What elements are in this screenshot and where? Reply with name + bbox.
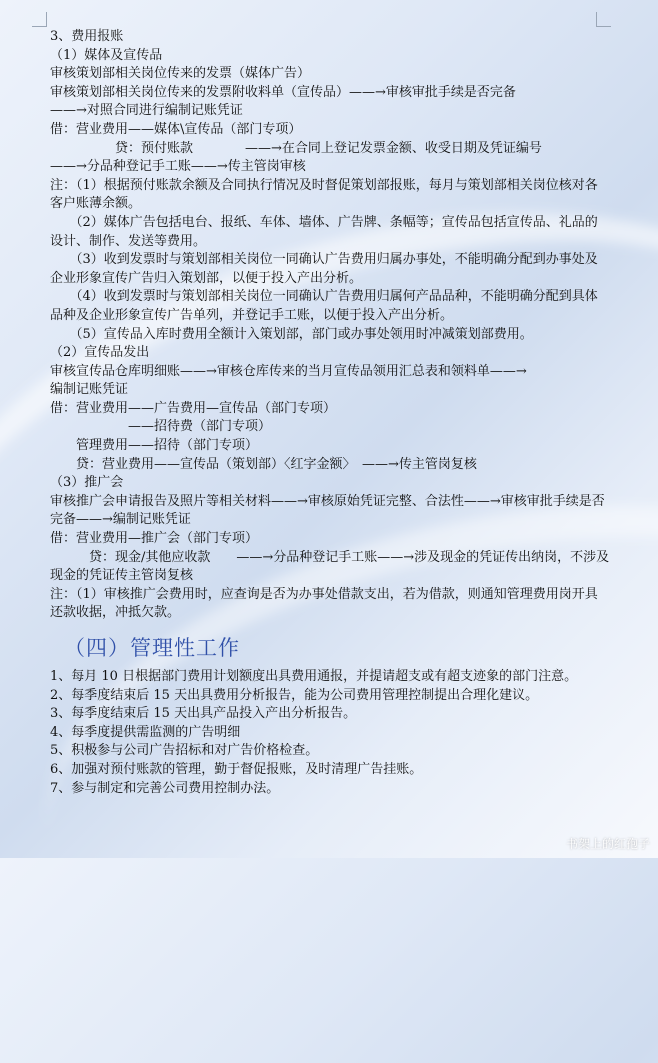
text-line: 借：营业费用——媒体\宣传品（部门专项） [50,121,302,137]
text-line: 审核宣传品仓库明细账——→审核仓库传来的当月宣传品领用汇总表和领料单——→ [50,363,527,379]
list-item: 6、加强对预付账款的管理，勤于督促报账，及时清理广告挂账。 [50,761,423,777]
list-item: 2、每季度结束后 15 天出具费用分析报告，能为公司费用管理控制提出合理化建议。 [50,687,539,703]
watermark-text: 书架上的红孢子 [565,837,650,851]
text-line: 管理费用——招待（部门专项） [50,438,259,454]
list-item: 1、每月 10 日根据部门费用计划额度出具费用通报，并提请超支或有超支迹象的部门注意。 [50,669,578,684]
list-item: 4、每季度提供需监测的广告明细 [50,724,241,740]
note-paragraph: （5）宣传品入库时费用全额计入策划部，部门或办事处领用时冲减策划部费用。 [50,326,533,342]
note-paragraph: 注：（1）审核推广会费用时，应查询是否为办事处借款支出，若为借款，则通知管理费用岗开具还款收据，冲抵欠款。 [50,586,598,621]
text-line: ——招待费（部门专项） [50,419,272,435]
section-heading: （四）管理性工作 [64,636,240,660]
list-item: 7、参与制定和完善公司费用控制办法。 [50,780,280,796]
subsection-title: （3）推广会 [50,475,124,491]
text-line: ——→对照合同进行编制记账凭证 [50,103,243,119]
text-line: ——→分品种登记手工账——→传主管岗审核 [50,159,306,175]
note-paragraph: （2）媒体广告包括电台、报纸、车体、墙体、广告牌、条幅等；宣传品包括宣传品、礼品的设计、制作、发送等费用。 [50,214,598,249]
list-item: 3、每季度结束后 15 天出具产品投入产出分析报告。 [50,706,357,722]
document-body [50,28,610,623]
note-paragraph: （3）收到发票时与策划部相关岗位一同确认广告费用归属办事处，不能明确分配到办事处及企业形象宣传广告归入策划部，以便于投入产出分析。 [50,252,598,286]
page-corner-mark [32,12,47,27]
text-line: 审核策划部相关岗位传来的发票附收料单（宣传品）——→审核审批手续是否完备 [50,84,516,100]
list-item: 5、积极参与公司广告招标和对广告价格检查。 [50,743,319,759]
text-line: 借：营业费用—推广会（部门专项） [50,531,259,547]
text-line: 借：营业费用——广告费用—宣传品（部门专项） [50,400,337,416]
subsection-title: （2）宣传品发出 [50,345,150,361]
text-line: 贷：预付账款 ——→在合同上登记发票金额、收受日期及凭证编号 [50,140,542,156]
text-line: 贷：营业费用——宣传品（策划部）〈红字金额〉 ——→传主管岗复核 [50,456,477,472]
note-paragraph: （4）收到发票时与策划部相关岗位一同确认广告费用归属何产品品种，不能明确分配到具体品种及企业形象宣传广告单列，并登记手工账，以便于投入产出分析。 [50,289,598,323]
text-line: 审核策划部相关岗位传来的发票（媒体广告） [50,66,311,82]
section-title: 3、费用报账 [50,29,124,44]
text-line: 贷：现金/其他应收款 ——→分品种登记手工账——→涉及现金的凭证传出纳岗，不涉及现金的凭证传主管岗复核 [50,549,610,584]
page-corner-mark [596,12,611,27]
subsection-title: （1）媒体及宣传品 [50,47,163,63]
text-line: 编制记账凭证 [50,382,129,398]
management-task-list [50,668,610,798]
text-line: 审核推广会申请报告及照片等相关材料——→审核原始凭证完整、合法性——→审核审批手续是否完备——→编制记账凭证 [50,493,605,528]
note-paragraph: 注：（1）根据预付账款余额及合同执行情况及时督促策划部报账，每月与策划部相关岗位核对各客户账薄余额。 [50,177,598,212]
